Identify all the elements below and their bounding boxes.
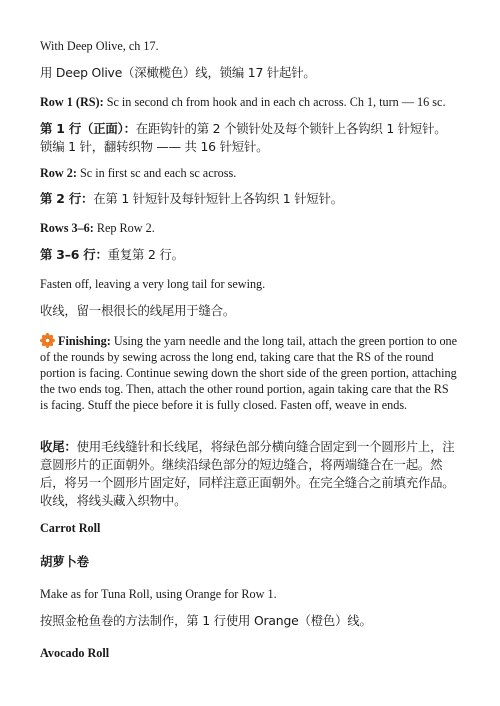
row2-en xyxy=(40,165,458,181)
row1-en xyxy=(40,94,458,110)
row2-zh-label: 第 2 行： xyxy=(40,191,94,206)
finishing-zh-text: 使用毛线缝针和长线尾，将绿色部分横向缝合固定到一个圆形片上，注意圆形片的正面朝外。继续沿绿色部分的短边缝合，将两端缝合在一起。然后，将另一个圆形片固定好，同样注意正面朝外。在完全缝合之前填充作品。收线，将线头藏入织物中。 xyxy=(40,439,455,508)
finishing-en xyxy=(40,333,458,413)
carrot-instruction-zh: 按照金枪鱼卷的方法制作，第 1 行使用 Orange（橙色）线。 xyxy=(40,613,372,628)
fasten-off-en: Fasten off, leaving a very long tail for sewing. xyxy=(40,277,266,291)
carrot-roll-heading-en: Carrot Roll xyxy=(40,521,101,535)
row2-zh xyxy=(40,190,458,208)
rows3-6-en-label: Rows 3–6: xyxy=(40,221,94,235)
row1-zh-text: 在距钩针的第 2 个锁针处及每个锁针上各钩织 1 针短针。锁编 1 针，翻转织物 —— 共 16 针短针。 xyxy=(40,121,447,154)
rows3-6-en-text: Rep Row 2. xyxy=(93,221,155,235)
orange-flower-icon xyxy=(40,333,55,348)
carrot-instruction-en: Make as for Tuna Roll, using Orange for Row 1. xyxy=(40,587,277,601)
row2-en-text: Sc in first sc and each sc across. xyxy=(76,166,237,180)
row1-zh xyxy=(40,120,458,156)
row2-zh-text: 在第 1 针短针及每针短针上各钩织 1 针短针。 xyxy=(93,191,343,206)
rows3-6-en xyxy=(40,220,458,236)
carrot-roll-heading-zh: 胡萝卜卷 xyxy=(40,554,89,569)
rows3-6-zh-label: 第 3–6 行： xyxy=(40,247,108,262)
finishing-en-label: Finishing: xyxy=(58,334,111,348)
instruction-start-zh: 用 Deep Olive（深橄榄色）线，锁编 17 针起针。 xyxy=(40,65,316,80)
finishing-zh xyxy=(40,438,458,510)
finishing-zh-label: 收尾： xyxy=(40,439,77,454)
rows3-6-zh-text: 重复第 2 行。 xyxy=(107,247,184,262)
instruction-start-en: With Deep Olive, ch 17. xyxy=(40,39,159,53)
fasten-off-zh: 收线，留一根很长的线尾用于缝合。 xyxy=(40,303,236,318)
rows3-6-zh xyxy=(40,246,458,264)
avocado-roll-heading-en: Avocado Roll xyxy=(40,646,110,660)
row1-zh-label: 第 1 行（正面）： xyxy=(40,121,136,136)
row1-en-label: Row 1 (RS): xyxy=(40,95,104,109)
finishing-en-text: Using the yarn needle and the long tail, attach the green portion to one of the rounds by sewing across the long end, taking care that the RS of the round portion is facing. Continue sewing down the short side of the green portion, attaching the two ends tog. Then, attach the other round portion, again taking care that the RS is facing. Stuff the piece before it is fully closed. Fasten off, weave in ends. xyxy=(40,334,458,412)
row2-en-label: Row 2: xyxy=(40,166,77,180)
row1-en-text: Sc in second ch from hook and in each ch across. Ch 1, turn — 16 sc. xyxy=(103,95,446,109)
